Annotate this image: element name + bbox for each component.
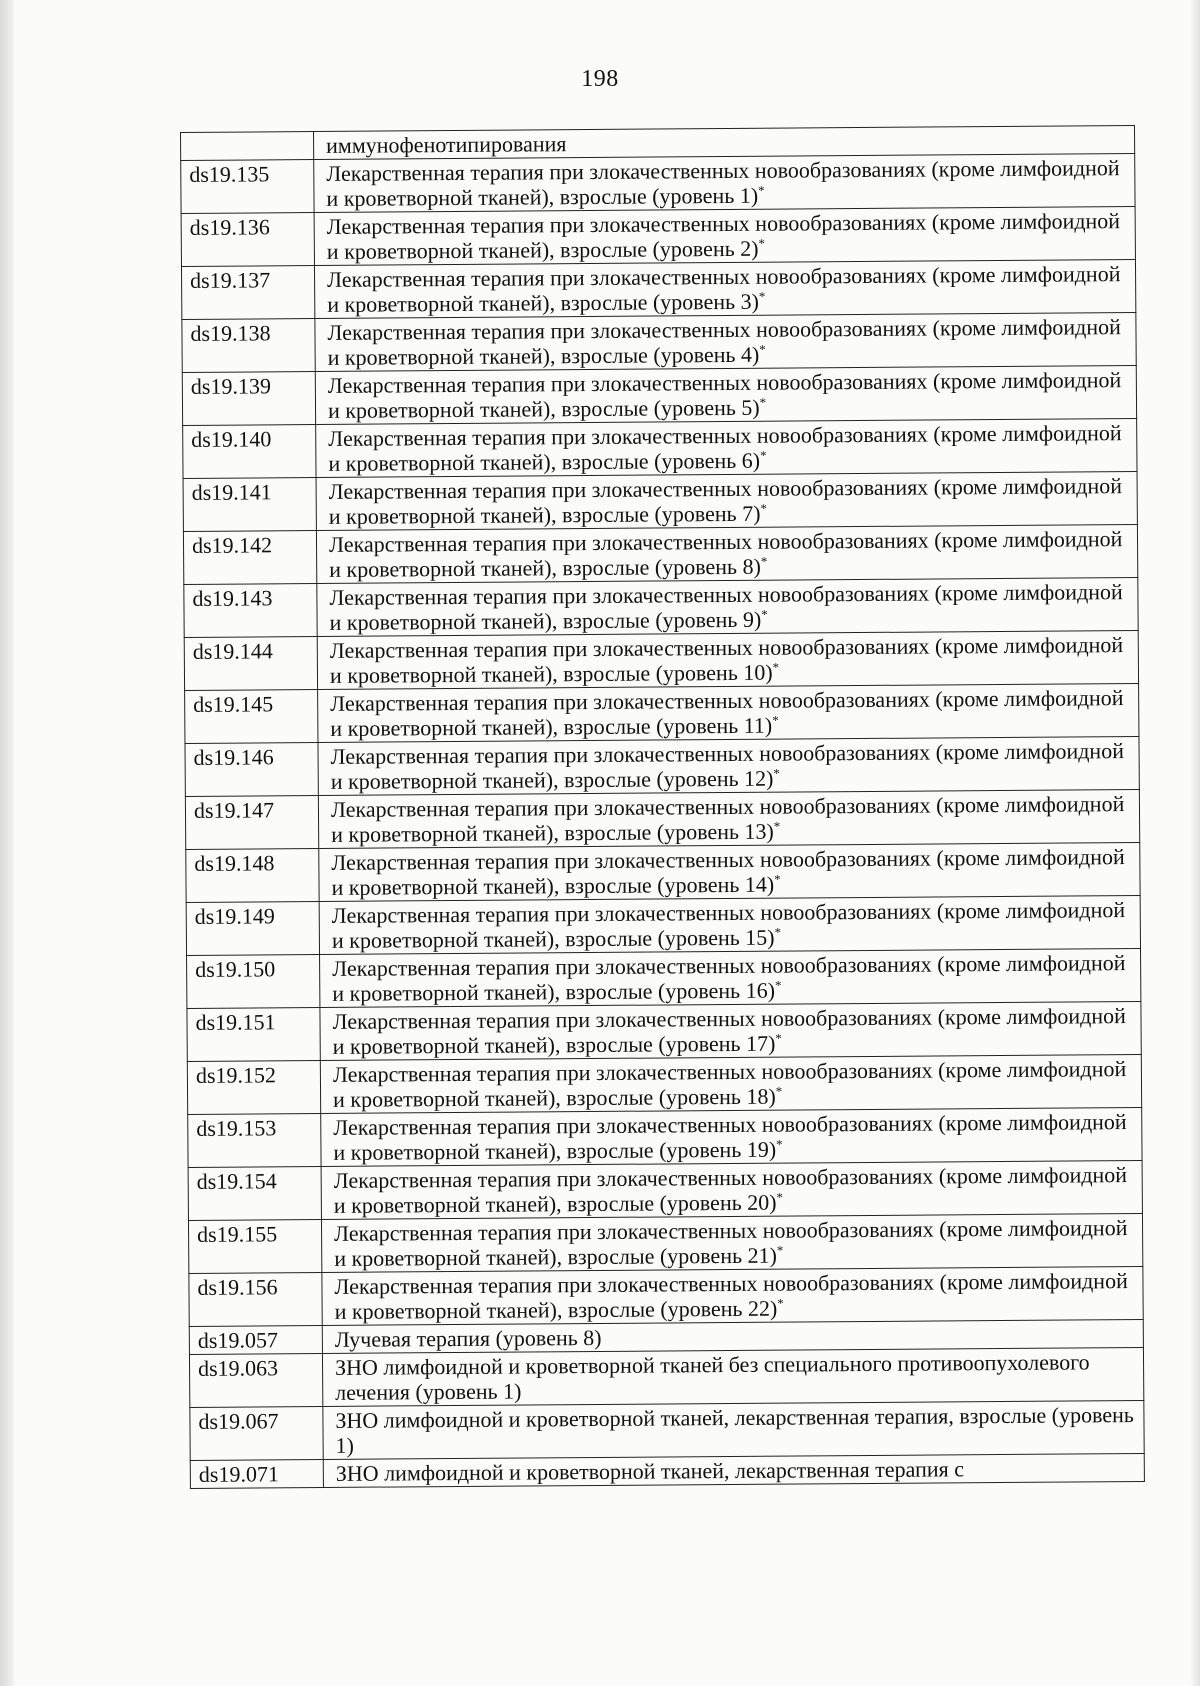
code-cell: ds19.071 xyxy=(190,1459,323,1488)
description-cell xyxy=(314,259,1135,318)
description-text: Лекарственная терапия при злокачественных новообразованиях (кроме лимфоидной и кроветворной тканей), взрослые (уровень 15) xyxy=(331,897,1126,953)
description-cell xyxy=(323,1453,1144,1487)
description-cell xyxy=(321,1160,1142,1219)
table-row xyxy=(187,948,1141,1008)
description-cell xyxy=(319,895,1140,954)
table-row xyxy=(181,259,1135,319)
tariff-code-table xyxy=(180,125,1145,1489)
description-text: Лекарственная терапия при злокачественных новообразованиях (кроме лимфоидной и кроветворной тканей), взрослые (уровень 5) xyxy=(327,367,1122,423)
footnote-mark: * xyxy=(773,765,780,781)
description-text: Лекарственная терапия при злокачественных новообразованиях (кроме лимфоидной и кроветворной тканей), взрослые (уровень 17) xyxy=(332,1003,1126,1059)
description-text: ЗНО лимфоидной и кроветворной тканей, лекарственная терапия, взрослые (уровень 1) xyxy=(335,1402,1134,1458)
description-cell xyxy=(320,1001,1141,1060)
code-cell: ds19.143 xyxy=(184,584,317,638)
description-cell xyxy=(317,577,1138,636)
description-cell xyxy=(320,948,1141,1007)
footnote-mark: * xyxy=(759,394,767,410)
code-cell: ds19.067 xyxy=(190,1406,323,1460)
description-cell xyxy=(321,1107,1142,1166)
table-row xyxy=(186,895,1140,955)
code-cell: ds19.154 xyxy=(188,1166,321,1220)
description-text: Лекарственная терапия при злокачественных новообразованиях (кроме лимфоидной и кроветворной тканей), взрослые (уровень 8) xyxy=(328,526,1123,582)
table-row xyxy=(190,1453,1144,1488)
description-text: Лекарственная терапия при злокачественных новообразованиях (кроме лимфоидной и кроветворной тканей), взрослые (уровень 10) xyxy=(329,632,1124,688)
code-cell: ds19.147 xyxy=(185,796,318,850)
description-cell xyxy=(321,1213,1142,1272)
table-row xyxy=(185,789,1139,849)
table-row xyxy=(188,1160,1142,1220)
description-cell xyxy=(317,630,1138,689)
code-cell: ds19.155 xyxy=(188,1219,321,1273)
description-cell xyxy=(318,683,1139,742)
footnote-mark: * xyxy=(774,977,782,993)
footnote-mark: * xyxy=(758,235,766,251)
footnote-mark: * xyxy=(758,182,765,198)
description-cell xyxy=(314,154,1135,213)
table-row xyxy=(183,524,1137,584)
code-cell: ds19.146 xyxy=(185,743,318,797)
code-cell: ds19.136 xyxy=(181,213,314,267)
table-row xyxy=(188,1213,1142,1273)
code-cell: ds19.153 xyxy=(188,1113,321,1167)
description-text: Лекарственная терапия при злокачественных новообразованиях (кроме лимфоидной и кроветворной тканей), взрослые (уровень 22) xyxy=(334,1268,1128,1324)
code-cell: ds19.142 xyxy=(183,531,316,585)
table-row xyxy=(186,842,1140,902)
footnote-mark: * xyxy=(760,553,768,569)
code-cell: ds19.145 xyxy=(185,690,318,744)
table-row xyxy=(183,418,1137,478)
description-text: Лекарственная терапия при злокачественных новообразованиях (кроме лимфоидной и кроветворной тканей), взрослые (уровень 11) xyxy=(330,685,1124,741)
code-cell: ds19.140 xyxy=(183,425,316,479)
footnote-mark: * xyxy=(772,712,779,728)
description-text: Лекарственная терапия при злокачественных новообразованиях (кроме лимфоидной и кроветворной тканей), взрослые (уровень 16) xyxy=(332,950,1126,1006)
description-text: Лекарственная терапия при злокачественных новообразованиях (кроме лимфоидной и кроветворной тканей), взрослые (уровень 21) xyxy=(333,1215,1128,1271)
code-cell: ds19.150 xyxy=(187,954,320,1008)
description-cell xyxy=(322,1266,1143,1325)
table-row xyxy=(181,207,1135,267)
description-text: ЗНО лимфоидной и кроветворной тканей, лекарственная терапия с xyxy=(335,1456,965,1486)
footnote-mark: * xyxy=(760,500,767,516)
table-row xyxy=(184,577,1138,637)
description-cell xyxy=(315,312,1136,371)
code-cell: ds19.156 xyxy=(189,1272,322,1326)
footnote-mark: * xyxy=(772,659,780,675)
description-cell xyxy=(319,842,1140,901)
footnote-mark: * xyxy=(776,1136,783,1152)
scan-edge-left xyxy=(0,0,14,1686)
footnote-mark: * xyxy=(758,288,766,304)
footnote-mark: * xyxy=(761,606,768,622)
code-cell xyxy=(181,132,314,161)
description-cell xyxy=(320,1054,1141,1113)
table-row xyxy=(185,736,1139,796)
description-text: Лекарственная терапия при злокачественных новообразованиях (кроме лимфоидной и кроветворной тканей), взрослые (уровень 19) xyxy=(333,1109,1127,1165)
table-row xyxy=(187,1001,1141,1061)
description-text: Лекарственная терапия при злокачественных новообразованиях (кроме лимфоидной и кроветворной тканей), взрослые (уровень 12) xyxy=(330,738,1125,794)
description-text: Лекарственная терапия при злокачественных новообразованиях (кроме лимфоидной и кроветворной тканей), взрослые (уровень 14) xyxy=(331,844,1125,900)
scan-edge-right xyxy=(1190,0,1200,1686)
footnote-mark: * xyxy=(759,447,767,463)
table-row xyxy=(182,312,1136,372)
table-row xyxy=(188,1107,1142,1167)
code-cell: ds19.148 xyxy=(186,849,319,903)
table-row xyxy=(185,683,1139,743)
footnote-mark: * xyxy=(776,1189,784,1205)
code-cell: ds19.135 xyxy=(181,160,314,214)
description-text: ЗНО лимфоидной и кроветворной тканей без специального противоопухолевого лечения (уровень 1) xyxy=(334,1349,1090,1405)
footnote-mark: * xyxy=(759,341,766,357)
code-cell: ds19.057 xyxy=(189,1325,322,1354)
description-text: Лекарственная терапия при злокачественных новообразованиях (кроме лимфоидной и кроветворной тканей), взрослые (уровень 4) xyxy=(327,314,1121,370)
description-cell xyxy=(322,1347,1143,1406)
description-cell xyxy=(316,418,1137,477)
table-row xyxy=(187,1054,1141,1114)
footnote-mark: * xyxy=(774,871,781,887)
table-row xyxy=(190,1400,1144,1460)
code-cell: ds19.137 xyxy=(181,266,314,320)
footnote-mark: * xyxy=(774,924,782,940)
description-text: Лекарственная терапия при злокачественных новообразованиях (кроме лимфоидной и кроветворной тканей), взрослые (уровень 20) xyxy=(333,1162,1128,1218)
description-cell xyxy=(314,207,1135,266)
footnote-mark: * xyxy=(776,1242,784,1258)
description-cell xyxy=(315,365,1136,424)
description-text: Лучевая терапия (уровень 8) xyxy=(334,1324,602,1352)
description-cell xyxy=(318,736,1139,795)
description-text: Лекарственная терапия при злокачественных новообразованиях (кроме лимфоидной и кроветворной тканей), взрослые (уровень 7) xyxy=(328,473,1123,529)
description-cell xyxy=(316,471,1137,530)
description-text: Лекарственная терапия при злокачественных новообразованиях (кроме лимфоидной и кроветворной тканей), взрослые (уровень 18) xyxy=(332,1056,1127,1112)
code-cell: ds19.151 xyxy=(187,1007,320,1061)
description-text: Лекарственная терапия при злокачественных новообразованиях (кроме лимфоидной и кроветворной тканей), взрослые (уровень 3) xyxy=(326,261,1121,317)
table-row xyxy=(183,471,1137,531)
description-text: Лекарственная терапия при злокачественных новообразованиях (кроме лимфоидной и кроветворной тканей), взрослые (уровень 6) xyxy=(328,420,1122,476)
code-cell: ds19.144 xyxy=(184,637,317,691)
table-row xyxy=(181,154,1135,214)
description-text: Лекарственная терапия при злокачественных новообразованиях (кроме лимфоидной и кроветворной тканей), взрослые (уровень 9) xyxy=(329,579,1123,635)
description-text: иммунофенотипирования xyxy=(326,131,567,158)
code-cell: ds19.139 xyxy=(182,372,315,426)
code-cell: ds19.149 xyxy=(186,902,319,956)
code-cell: ds19.063 xyxy=(189,1353,322,1407)
description-cell xyxy=(316,524,1137,583)
code-cell: ds19.141 xyxy=(183,478,316,532)
footnote-mark: * xyxy=(775,1030,782,1046)
footnote-mark: * xyxy=(775,1083,783,1099)
table-row xyxy=(189,1347,1143,1407)
code-cell: ds19.152 xyxy=(187,1060,320,1114)
description-text: Лекарственная терапия при злокачественных новообразованиях (кроме лимфоидной и кроветворной тканей), взрослые (уровень 2) xyxy=(326,208,1121,264)
page-number: 198 xyxy=(581,66,619,92)
description-text: Лекарственная терапия при злокачественных новообразованиях (кроме лимфоидной и кроветворной тканей), взрослые (уровень 13) xyxy=(330,791,1125,847)
table-row xyxy=(182,365,1136,425)
footnote-mark: * xyxy=(773,818,781,834)
footnote-mark: * xyxy=(777,1295,784,1311)
description-cell xyxy=(323,1400,1144,1459)
description-cell xyxy=(318,789,1139,848)
table-row xyxy=(184,630,1138,690)
table-row xyxy=(189,1266,1143,1326)
code-cell: ds19.138 xyxy=(182,319,315,373)
description-text: Лекарственная терапия при злокачественных новообразованиях (кроме лимфоидной и кроветворной тканей), взрослые (уровень 1) xyxy=(326,155,1120,211)
